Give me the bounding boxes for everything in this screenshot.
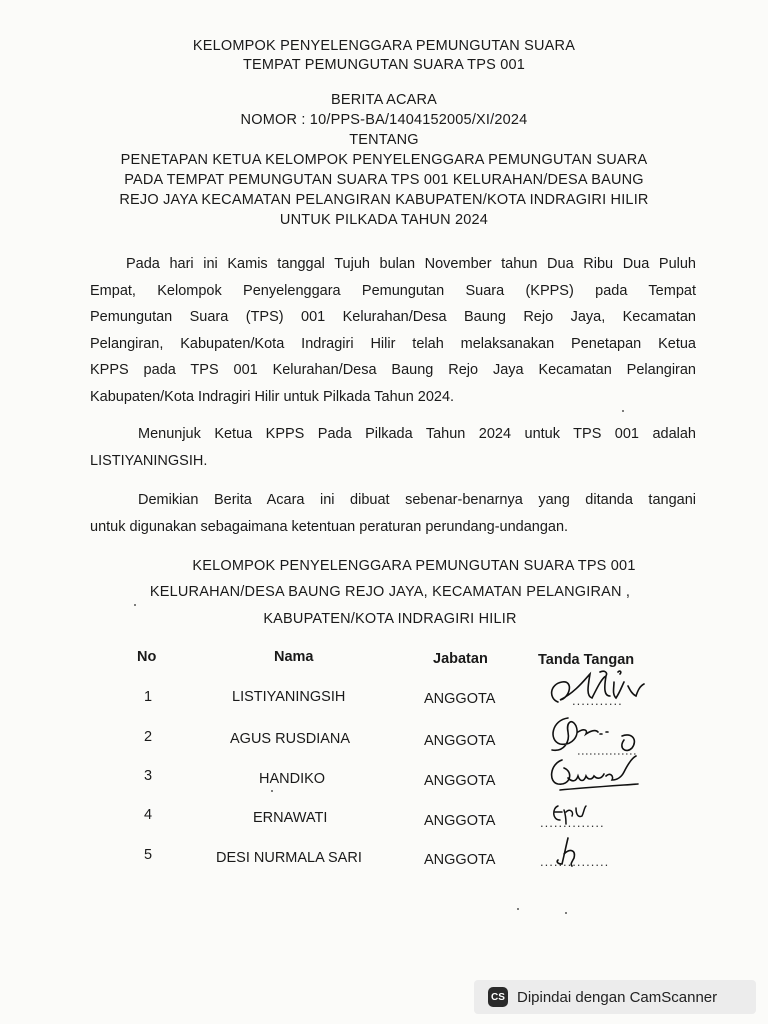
paragraph-1-line: Pelangiran, Kabupaten/Kota Indragiri Hilir telah melaksanakan Penetapan Ketua <box>90 335 696 352</box>
member-name: DESI NURMALA SARI <box>216 850 362 866</box>
camscanner-watermark <box>474 980 756 1014</box>
document-title: BERITA ACARA <box>330 92 438 108</box>
committee-line-1: KELOMPOK PENYELENGGARA PEMUNGUTAN SUARA TPS 001 <box>192 558 636 574</box>
paragraph-1-line: Empat, Kelompok Penyelenggara Pemungutan Suara (KPPS) pada Tempat <box>90 282 696 299</box>
header-line-2: TEMPAT PEMUNGUTAN SUARA TPS 001 <box>242 57 526 73</box>
column-header-position: Jabatan <box>433 651 488 667</box>
paragraph-1-line: KPPS pada TPS 001 Kelurahan/Desa Baung Rejo Jaya Kecamatan Pelangiran <box>90 362 696 378</box>
row-number: 1 <box>144 689 153 705</box>
signature-dots: .............. <box>540 815 605 830</box>
camscanner-text: Dipindai dengan CamScanner <box>517 988 718 1006</box>
paragraph-1 <box>90 251 696 410</box>
paragraph-3-line: untuk digunakan sebagaimana ketentuan peraturan perundang-undangan. <box>90 518 569 535</box>
member-name: AGUS RUSDIANA <box>230 731 351 747</box>
column-header-name: Nama <box>274 649 314 665</box>
camscanner-logo-icon: CS <box>488 987 508 1007</box>
paragraph-2-line: Menunjuk Ketua KPPS Pada Pilkada Tahun 2024 untuk TPS 001 adalah <box>138 426 696 442</box>
column-header-no: No <box>137 649 157 665</box>
paragraph-3 <box>90 487 696 540</box>
scan-speck <box>517 908 519 910</box>
row-number: 2 <box>144 729 153 745</box>
paragraph-1-line: Pada hari ini Kamis tanggal Tujuh bulan November tahun Dua Ribu Dua Puluh <box>126 256 696 272</box>
scan-speck <box>271 790 273 792</box>
member-name: ERNAWATI <box>253 810 328 826</box>
member-position: ANGGOTA <box>424 852 496 868</box>
paragraph-1-line: Pemungutan Suara (TPS) 001 Kelurahan/Desa Baung Rejo Jaya, Kecamatan <box>90 309 696 325</box>
paragraph-3-line: Demikian Berita Acara ini dibuat sebenar-benarnya yang ditanda tangani <box>138 492 696 508</box>
row-number: 4 <box>144 807 153 823</box>
committee-line-3: KABUPATEN/KOTA INDRAGIRI HILIR <box>263 611 517 627</box>
member-position: ANGGOTA <box>424 733 496 749</box>
subject-line-3: REJO JAYA KECAMATAN PELANGIRAN KABUPATEN/KOTA INDRAGIRI HILIR <box>119 192 649 208</box>
scan-speck <box>622 410 624 412</box>
member-position: ANGGOTA <box>424 773 496 789</box>
scan-speck <box>134 604 136 606</box>
subject-line-4: UNTUK PILKADA TAHUN 2024 <box>279 212 489 228</box>
document-number: NOMOR : 10/PPS-BA/1404152005/XI/2024 <box>240 112 528 128</box>
header-line-1: KELOMPOK PENYELENGGARA PEMUNGUTAN SUARA <box>192 38 576 54</box>
signature-image-1 <box>540 668 660 712</box>
signature-image-4 <box>548 798 598 830</box>
member-name: LISTIYANINGSIH <box>232 689 346 705</box>
subject-line-1: PENETAPAN KETUA KELOMPOK PENYELENGGARA PEMUNGUTAN SUARA <box>120 152 648 168</box>
signature-dots: ........... <box>572 693 623 708</box>
signature-dots: ............... <box>540 854 610 869</box>
paragraph-2-line: LISTIYANINGSIH. <box>90 452 208 469</box>
column-header-signature: Tanda Tangan <box>538 652 635 668</box>
subject-line-2: PADA TEMPAT PEMUNGUTAN SUARA TPS 001 KELURAHAN/DESA BAUNG <box>124 172 644 188</box>
member-name: HANDIKO <box>259 771 326 787</box>
about-label: TENTANG <box>349 132 419 148</box>
row-number: 5 <box>144 847 153 863</box>
member-position: ANGGOTA <box>424 813 496 829</box>
row-number: 3 <box>144 768 153 784</box>
member-position: ANGGOTA <box>424 691 496 707</box>
signature-image-5 <box>548 834 598 870</box>
signature-image-3 <box>540 750 650 794</box>
paragraph-1-line: Kabupaten/Kota Indragiri Hilir untuk Pilkada Tahun 2024. <box>90 388 455 405</box>
paragraph-2 <box>90 421 696 474</box>
scan-speck <box>565 912 567 914</box>
committee-line-2: KELURAHAN/DESA BAUNG REJO JAYA, KECAMATAN PELANGIRAN , <box>149 584 631 600</box>
